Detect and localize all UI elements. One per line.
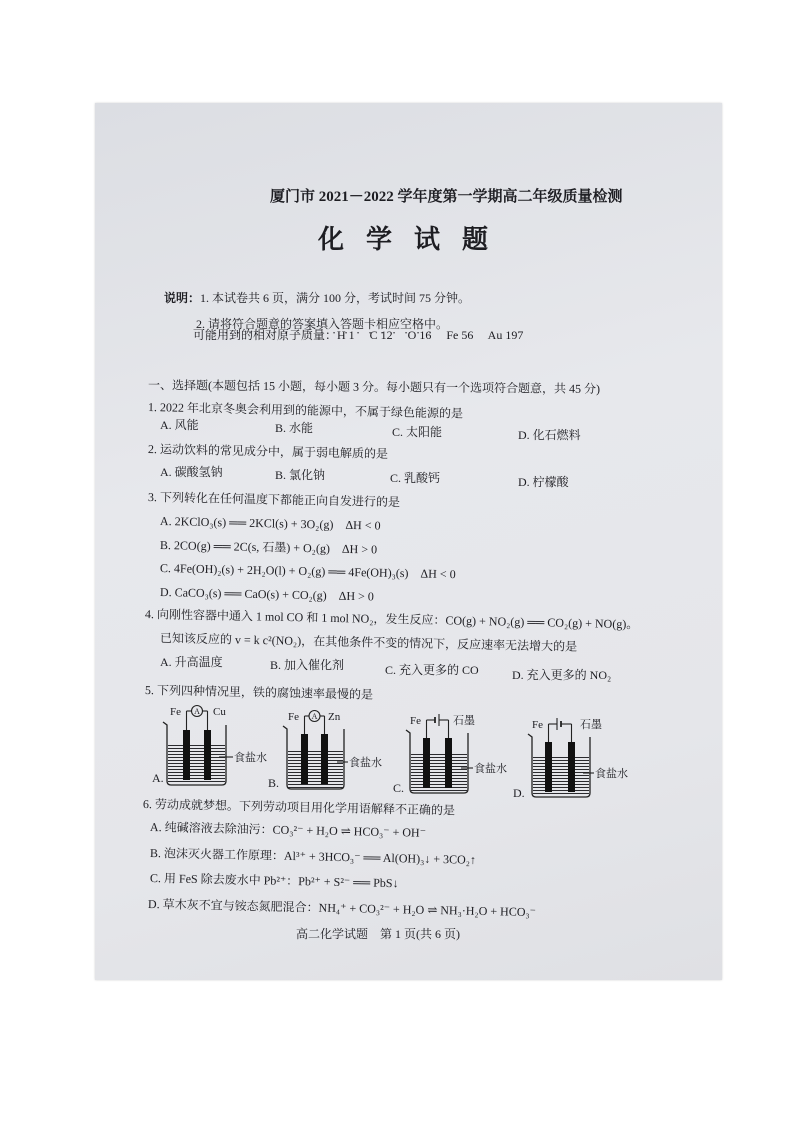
question-4-stem-line2: 已知该反应的 v = k c²(NO₂)，在其他条件不变的情况下，反应速率无法增大的是 (159, 631, 578, 654)
diagram-b (268, 711, 382, 791)
solution-label: 食盐水 (349, 757, 382, 769)
electrode-right-label: Zn (328, 711, 341, 723)
electrode-left (545, 742, 552, 792)
electrode-left (183, 730, 190, 780)
electrode-right (445, 738, 452, 788)
note-number: 2. (196, 317, 205, 331)
electrode-left-label: Fe (410, 715, 421, 727)
diagram-d (513, 718, 628, 800)
electrode-right (321, 734, 328, 784)
question-3-option-c: C. 4Fe(OH)₂(s) + 2H₂O(l) + O₂(g) ══ 4Fe(OH)₃(s) ΔH < 0 (159, 561, 456, 582)
electrode-left-label: Fe (532, 719, 543, 731)
note-text: 请将符合题意的答案填入答题卡相应空格中。 (208, 317, 449, 331)
question-4-option-a: A. 升高温度 (160, 655, 223, 669)
question-3-option-d: D. CaCO₃(s) ══ CaO(s) + CO₂(g) ΔH > 0 (159, 585, 375, 604)
question-6-option-b: B. 泡沫灭火器工作原理：Al³⁺ + 3HCO₃⁻ ══ Al(OH)₃↓ + 3CO₂↑ (149, 846, 477, 867)
question-3-option-a: A. 2KClO₃(s) ══ 2KCl(s) + 3O₂(g) ΔH < 0 (159, 514, 381, 533)
notes-line-2 (184, 303, 448, 351)
electrode-right (568, 742, 575, 792)
solution-label: 食盐水 (474, 763, 507, 775)
option-letter: D. (513, 786, 525, 800)
salt-water (533, 757, 589, 796)
question-1-option-a: A. 风能 (160, 418, 199, 432)
question-1-stem: 1. 2022 年北京冬奥会利用到的能源中，不属于绿色能源的是 (147, 400, 464, 421)
solution-label: 食盐水 (595, 768, 628, 780)
question-2-option-b: B. 氯化钠 (275, 468, 326, 482)
question-2-option-a: A. 碳酸氢钠 (160, 465, 223, 479)
notes-label: 说明： (164, 291, 201, 305)
electrode-right-label: 石墨 (453, 715, 475, 727)
battery-icon (557, 718, 561, 730)
question-5-diagrams (140, 698, 640, 804)
note-text: 本试卷共 6 页，满分 100 分，考试时间 75 分钟。 (209, 291, 471, 305)
question-3-stem: 3. 下列转化在任何温度下都能正向自发进行的是 (147, 490, 401, 510)
electrode-right-label: 石墨 (580, 719, 602, 731)
question-6-stem: 6. 劳动成就梦想。下列劳动项目用化学用语解释不正确的是 (142, 797, 456, 818)
option-letter: C. (393, 781, 405, 795)
battery-icon (435, 714, 439, 726)
electrode-left (423, 738, 430, 788)
question-2-option-d: D. 柠檬酸 (518, 475, 569, 489)
option-letter: B. (268, 776, 280, 790)
question-2-option-c: C. 乳酸钙 (390, 471, 441, 485)
electrode-left-label: Fe (288, 711, 299, 723)
question-4-option-b: B. 加入催化剂 (270, 658, 345, 672)
section-heading: 一、选择题(本题包括 15 小题，每小题 3 分。每小题只有一个选项符合题意，共 45 分) (147, 378, 601, 396)
question-1-option-d: D. 化石燃料 (518, 428, 581, 442)
question-1-option-b: B. 水能 (275, 421, 314, 435)
exam-subtitle: 化学试题 (318, 225, 511, 254)
question-2-stem: 2. 运动饮料的常见成分中，属于弱电解质的是 (147, 442, 389, 462)
salt-water (168, 745, 225, 784)
question-5-stem: 5. 下列四种情况里，铁的腐蚀速率最慢的是 (144, 683, 374, 702)
option-letter: A. (152, 771, 164, 785)
note-number: 1. (200, 291, 210, 305)
question-6-option-a: A. 纯碱溶液去除油污：CO₃²⁻ + H₂O ⇌ HCO₃⁻ + OH⁻ (149, 820, 427, 840)
question-6-option-d: D. 草木灰不宜与铵态氮肥混合：NH₄⁺ + CO₃²⁻ + H₂O ⇌ NH₃·H₂O + HCO₃⁻ (147, 897, 537, 920)
question-4-option-d: D. 充入更多的 NO₂ (512, 668, 612, 682)
diagram-c (393, 714, 507, 795)
question-4-option-c: C. 充入更多的 CO (385, 663, 479, 677)
question-4-stem: 4. 向刚性容器中通入 1 mol CO 和 1 mol NO₂，发生反应：CO(g) + NO₂(g) ══ CO₂(g) + NO(g)。 (144, 607, 639, 632)
electrode-right (204, 730, 211, 780)
salt-water (411, 752, 467, 792)
electrode-left (301, 734, 308, 784)
solution-label: 食盐水 (234, 752, 267, 764)
ammeter-label: A (311, 712, 318, 721)
question-3-option-b: B. 2CO(g) ══ 2C(s, 石墨) + O₂(g) ΔH > 0 (159, 538, 378, 557)
electrode-right-label: Cu (213, 706, 226, 718)
page-footer: 高二化学试题 第 1 页(共 6 页) (296, 927, 460, 941)
exam-title: 厦门市 2021－2022 学年度第一学期高二年级质量检测 (270, 189, 623, 205)
ammeter-label: A (194, 707, 200, 716)
atomic-mass-line: 可能用到的相对原子质量：H 1 C 12 O 16 Fe 56 Au 197 (193, 328, 524, 342)
salt-water (288, 749, 343, 788)
question-1-option-c: C. 太阳能 (392, 425, 443, 439)
electrode-left-label: Fe (170, 706, 181, 718)
question-6-option-c: C. 用 FeS 除去废水中 Pb²⁺：Pb²⁺ + S²⁻ ══ PbS↓ (149, 871, 399, 891)
diagram-a (152, 706, 267, 786)
